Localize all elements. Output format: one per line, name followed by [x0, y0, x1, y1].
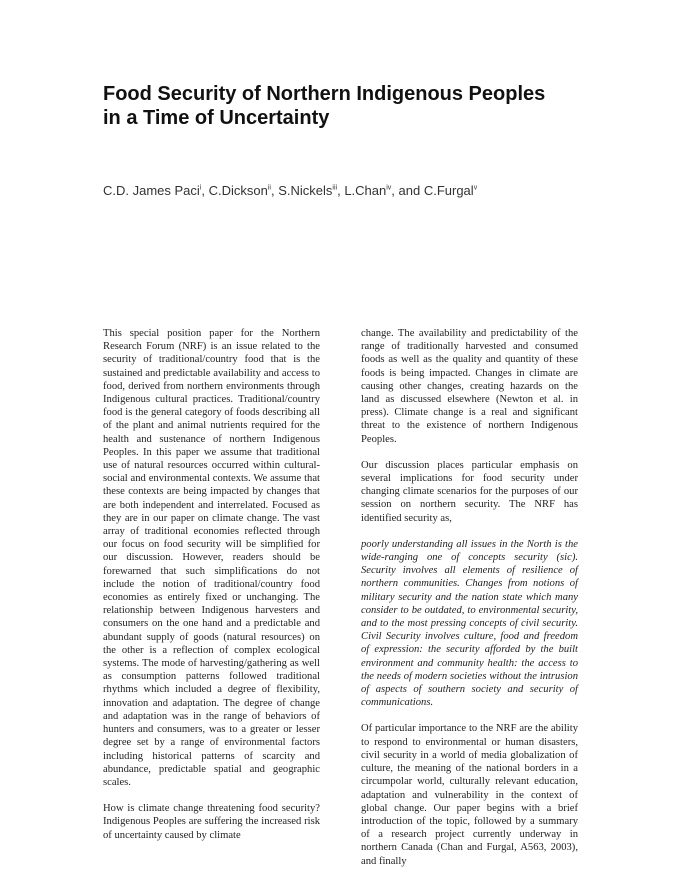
author-list [103, 183, 583, 198]
body-column-right [361, 327, 578, 881]
body-column-left [103, 327, 320, 855]
paragraph: Our discussion places particular emphasis on several implications for food security under changing climate scenarios for the purposes of our session on northern security. The NRF has identified security as, [361, 459, 578, 524]
author: C.Dickson$^{ii}$, [208, 183, 279, 198]
author: L.Chan$^{iv}$, and [344, 183, 424, 198]
author: C.Furgal$^v$ [423, 183, 478, 198]
title-line-1: Food Security of Northern Indigenous Peoples [103, 83, 546, 105]
paper-title [103, 82, 583, 130]
paragraph: How is climate change threatening food security? Indigenous Peoples are suffering the increased risk of uncertainty caused by climate [103, 803, 320, 841]
paragraph: change. The availability and predictability of the range of traditionally harvested and consumed foods as well as the quality and quantity of these foods is being impacted. Changes in climate are causing other changes, creating hazards on the land as discussed elsewhere (Newton et al. in press). Climate change is a real and significant threat to the existence of northern Indigenous Peoples. [361, 328, 578, 445]
author: C.D. James Paci$^i$, [103, 183, 209, 198]
paragraph: Of particular importance to the NRF are the ability to respond to environmental or human disasters, civil security in a world of media globalization of culture, the meaning of the national borders in a circumpolar world, culturally relevant education, adaptation and vulnerability in the context of global change. Our paper begins with a brief introduction of the topic, followed by a summary of a research project currently underway in northern Canada (Chan and Furgal, A563, 2003), and finally [361, 723, 578, 867]
title-line-2: in a Time of Uncertainty [103, 107, 330, 129]
author: S.Nickels$^{iii}$, [278, 183, 345, 198]
block-quote: poorly understanding all issues in the North is the wide-ranging one of concepts security (sic). Security involves all elements of resilience of northern communities. Changes from notions of military security and the nation state which many consider to be outdated, to environmental security, and to the most pressing concepts of civil security. Civil Security involves culture, food and freedom of expression: the security afforded by the built environment and community health: the access to the needs of modern societies without the intrusion of aspects of southern society and security of communications. [361, 538, 578, 709]
paragraph: This special position paper for the Northern Research Forum (NRF) is an issue related to the security of traditional/country food that is the sustained and predictable availability and access to food, derived from northern environments through Indigenous cultural practices. Traditional/country food is the general category of foods describing all of the plant and animal nutrients required for the health and sustenance of northern Indigenous Peoples. In this paper we assume that traditional use of natural resources occurred within cultural-social and environmental contexts. We assume that these contexts are being impacted by changes that are both independent and interrelated. Focused as they are in our paper on climate change. The vast array of traditional economies reflected through our focus on food security will be simplified for our discussion. However, readers should be forewarned that such simplifications do not include the notion of traditional/country food economies as entirely fixed or unchanging. The relationship between Indigenous harvesters and consumers on the one hand and a predictable and abundant supply of goods (natural resources) on the other is a reflection of complex ecological systems. The mode of harvesting/gathering as well as consumption patterns followed traditional rhythms which included a degree of flexibility, innovation and adaptation. The degree of change and adaptation was in the range of behaviors of hunters and consumers, was to a greater or lesser degree set by a range of environmental factors including historical patterns of scarcity and abundance, predictable spatial and geographic scales. [103, 328, 320, 788]
